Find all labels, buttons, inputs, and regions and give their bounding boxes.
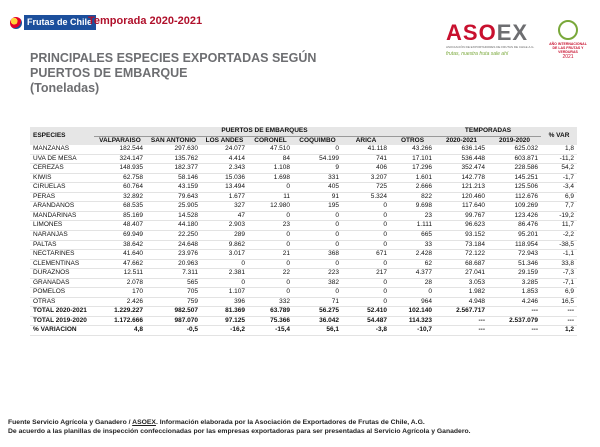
title-line-2: PUERTOS DE EMBARQUE	[30, 66, 188, 80]
value-cell: 228.586	[514, 164, 539, 172]
column-header: LOS ANDES	[201, 136, 248, 145]
asoex-tagline: frutas, nuestra fruta sale ahí	[446, 51, 509, 57]
value-cell: 68.535	[123, 202, 143, 210]
row-label-cell: OTRAS	[33, 297, 56, 305]
value-cell: 62.758	[123, 173, 143, 181]
value-cell: 5.324	[370, 192, 387, 200]
table-row	[30, 278, 577, 288]
value-cell: 75.366	[270, 316, 290, 324]
value-cell: 603.871	[514, 154, 539, 162]
value-cell: 625.032	[514, 145, 539, 153]
column-header: OTROS	[390, 136, 435, 145]
value-cell: -19,2	[559, 211, 575, 219]
value-cell: ---	[531, 307, 539, 315]
value-cell: 1.172.666	[114, 316, 143, 324]
value-cell: 170	[132, 288, 143, 296]
value-cell: 1.982	[468, 288, 485, 296]
value-cell: 63.789	[270, 307, 290, 315]
value-cell: 79.643	[178, 192, 198, 200]
value-cell: 29.159	[518, 269, 539, 277]
value-cell: 1,2	[564, 326, 575, 334]
value-cell: 15.036	[225, 173, 245, 181]
value-cell: 142.778	[461, 173, 485, 181]
footer-source: Fuente Servicio Agrícola y Ganadero /	[8, 419, 133, 426]
value-cell: 148.935	[119, 164, 143, 172]
value-cell: -15,4	[275, 326, 290, 334]
value-cell: 25.905	[178, 202, 198, 210]
value-cell: 4.246	[521, 297, 539, 305]
value-cell: 12.511	[123, 269, 143, 277]
value-cell: 135.762	[174, 154, 198, 162]
header-row-columns	[30, 136, 577, 145]
table-body	[30, 145, 577, 335]
variation-row	[30, 326, 577, 336]
value-cell: 12.980	[270, 202, 290, 210]
value-cell: 69.949	[123, 231, 143, 239]
seasons-group-header: TEMPORADAS	[435, 127, 541, 136]
brand-name: Frutas de Chile	[24, 15, 96, 30]
table-row	[30, 297, 577, 307]
row-label-cell: CLEMENTINAS	[33, 259, 80, 267]
value-cell: 636.145	[461, 145, 485, 153]
value-cell: 3.285	[521, 278, 539, 286]
table-row	[30, 240, 577, 250]
table-row	[30, 288, 577, 298]
row-label-cell: MANZANAS	[33, 145, 70, 153]
value-cell: 987.070	[174, 316, 198, 324]
value-cell: 1.111	[416, 221, 432, 229]
value-cell: -3,4	[562, 183, 575, 191]
value-cell: 20.963	[178, 259, 198, 267]
var-header: % VAR	[541, 127, 577, 145]
value-cell: 671	[376, 250, 387, 258]
table-row	[30, 259, 577, 269]
value-cell: 41.640	[123, 250, 143, 258]
value-cell: 23.976	[178, 250, 198, 258]
row-label-cell: PALTAS	[33, 240, 57, 248]
row-label-cell: KIWIS	[33, 173, 52, 181]
row-label-cell: DURAZNOS	[33, 269, 70, 277]
value-cell: 21	[282, 250, 290, 258]
footer-note	[8, 418, 471, 436]
value-cell: 73.184	[465, 240, 485, 248]
value-cell: 6,9	[564, 288, 575, 296]
year-fruits-vegetables-logo	[548, 20, 588, 60]
value-cell: ---	[531, 326, 539, 334]
value-cell: 2.426	[126, 297, 143, 305]
value-cell: 0	[383, 202, 387, 210]
table-row	[30, 211, 577, 221]
value-cell: 72.943	[518, 250, 539, 258]
column-header: VALPARAISO	[94, 136, 146, 145]
column-header: COQUIMBO	[293, 136, 342, 145]
value-cell: 405	[328, 183, 339, 191]
value-cell: 4.948	[468, 297, 485, 305]
value-cell: 9.698	[415, 202, 432, 210]
row-label-cell: CIRUELAS	[33, 183, 66, 191]
season-label: Temporada 2020-2021	[88, 15, 203, 27]
asoex-logo	[446, 22, 536, 57]
value-cell: 3.207	[370, 173, 387, 181]
value-cell: 0	[383, 288, 387, 296]
value-cell: 2.567.717	[456, 307, 485, 315]
value-cell: 32.892	[123, 192, 143, 200]
column-header: SAN ANTONIO	[146, 136, 201, 145]
page-title	[30, 51, 410, 96]
value-cell: 93.152	[465, 231, 485, 239]
value-cell: 0	[286, 259, 290, 267]
value-cell: 36.042	[319, 316, 339, 324]
value-cell: 352.474	[461, 164, 485, 172]
value-cell: 118.954	[515, 240, 539, 248]
title-line-1: PRINCIPALES ESPECIES EXPORTADAS SEGÚN	[30, 51, 317, 65]
value-cell: -7,3	[562, 269, 575, 277]
footer-info: . Información elaborada por la Asociación de Exportadores de Frutas de Chile, A.G.	[155, 419, 425, 426]
row-label-cell: LIMONES	[33, 221, 63, 229]
value-cell: 24.648	[178, 240, 198, 248]
value-cell: 1.698	[273, 173, 290, 181]
row-label-cell: MANDARINAS	[33, 211, 77, 219]
value-cell: 81.369	[225, 307, 245, 315]
value-cell: 11,7	[561, 221, 575, 229]
value-cell: 96.623	[465, 221, 485, 229]
value-cell: 54.487	[367, 316, 387, 324]
value-cell: 0	[383, 297, 387, 305]
value-cell: 0	[383, 231, 387, 239]
frutas-de-chile-logo	[10, 15, 96, 30]
value-cell: 741	[376, 154, 387, 162]
value-cell: 13.494	[225, 183, 245, 191]
footer-line-1	[8, 418, 471, 427]
column-header: 2020-2021	[435, 136, 488, 145]
value-cell: 43.159	[178, 183, 198, 191]
value-cell: 1.107	[228, 288, 245, 296]
asoex-wordmark: ASOEX	[446, 20, 529, 45]
value-cell: 964	[421, 297, 432, 305]
value-cell: 2.343	[228, 164, 245, 172]
table-row	[30, 154, 577, 164]
value-cell: 1.108	[273, 164, 290, 172]
value-cell: -1,1	[562, 250, 575, 258]
value-cell: 0	[241, 259, 245, 267]
value-cell: -16,2	[230, 326, 245, 334]
value-cell: ---	[567, 316, 575, 324]
value-cell: -10,7	[417, 326, 432, 334]
row-label-cell: TOTAL 2020-2021	[33, 307, 87, 315]
value-cell: 71	[331, 297, 339, 305]
value-cell: 1.853	[521, 288, 539, 296]
year-logo-year: 2021	[562, 54, 574, 60]
footer-asoex: ASOEX	[132, 419, 156, 426]
value-cell: 0	[286, 240, 290, 248]
value-cell: 759	[187, 297, 198, 305]
value-cell: 24.077	[225, 145, 245, 153]
column-header: ARICA	[342, 136, 390, 145]
exports-table	[30, 127, 577, 336]
value-cell: 7.311	[182, 269, 198, 277]
value-cell: 368	[328, 250, 339, 258]
row-label-cell: ARANDANOS	[33, 202, 75, 210]
table-row	[30, 192, 577, 202]
value-cell: 62	[424, 259, 432, 267]
value-cell: 125.506	[514, 183, 539, 191]
value-cell: 0	[383, 259, 387, 267]
value-cell: 102.140	[408, 307, 432, 315]
title-line-3: (Toneladas)	[30, 81, 100, 95]
value-cell: 41.118	[367, 145, 387, 153]
value-cell: 297.630	[174, 145, 198, 153]
table-row	[30, 231, 577, 241]
value-cell: 0	[286, 231, 290, 239]
value-cell: 97.125	[225, 316, 245, 324]
header-row-groups	[30, 127, 577, 136]
value-cell: 112.676	[515, 192, 539, 200]
table-row	[30, 202, 577, 212]
value-cell: 56.275	[319, 307, 339, 315]
value-cell: 982.507	[174, 307, 198, 315]
value-cell: 72.122	[465, 250, 485, 258]
value-cell: 22	[282, 269, 290, 277]
value-cell: 2.428	[415, 250, 432, 258]
value-cell: 195	[328, 202, 339, 210]
value-cell: 109.269	[514, 202, 539, 210]
value-cell: 23	[424, 211, 432, 219]
value-cell: 2.666	[415, 183, 432, 191]
row-label-cell: PERAS	[33, 192, 56, 200]
row-label-cell: POMELOS	[33, 288, 66, 296]
value-cell: 182.544	[119, 145, 143, 153]
row-label-cell: NECTARINES	[33, 250, 75, 258]
table-row	[30, 145, 577, 154]
value-cell: 54.199	[319, 154, 339, 162]
value-cell: -7,1	[562, 278, 575, 286]
value-cell: 0	[335, 221, 339, 229]
value-cell: 565	[187, 278, 198, 286]
value-cell: 4.414	[228, 154, 245, 162]
value-cell: 33	[424, 240, 432, 248]
row-label-cell: CEREZAS	[33, 164, 64, 172]
value-cell: -1,7	[562, 173, 575, 181]
value-cell: 324.147	[119, 154, 143, 162]
value-cell: 2.078	[126, 278, 143, 286]
row-label-cell: GRANADAS	[33, 278, 70, 286]
value-cell: 0	[286, 211, 290, 219]
value-cell: 2.903	[228, 221, 245, 229]
value-cell: 4.377	[415, 269, 432, 277]
value-cell: 0	[286, 183, 290, 191]
value-cell: 9.862	[228, 240, 245, 248]
value-cell: 91	[331, 192, 339, 200]
value-cell: 223	[328, 269, 339, 277]
value-cell: 0	[286, 288, 290, 296]
value-cell: 38.642	[123, 240, 143, 248]
value-cell: 27.041	[465, 269, 485, 277]
asoex-subtitle: ASOCIACIÓN DE EXPORTADORES DE FRUTAS DE CHILE A.G.	[446, 45, 535, 49]
value-cell: 725	[376, 183, 387, 191]
value-cell: 665	[421, 231, 432, 239]
species-header: ESPECIES	[30, 127, 94, 145]
table-row	[30, 173, 577, 183]
column-header: CORONEL	[248, 136, 293, 145]
value-cell: 0	[383, 240, 387, 248]
value-cell: ---	[567, 307, 575, 315]
value-cell: 22.250	[178, 231, 198, 239]
row-label-cell: UVA DE MESA	[33, 154, 77, 162]
value-cell: 47.510	[270, 145, 290, 153]
row-label-cell: NARANJAS	[33, 231, 68, 239]
table-row	[30, 221, 577, 231]
value-cell: 51.346	[518, 259, 539, 267]
value-cell: 289	[234, 231, 245, 239]
value-cell: 182.377	[174, 164, 198, 172]
value-cell: 85.169	[123, 211, 143, 219]
value-cell: 9	[335, 164, 339, 172]
value-cell: 99.767	[465, 211, 485, 219]
footer-line-2: De acuerdo a las planillas de inspección confeccionadas por las empresas exportadoras para ser presentadas al Servicio Agrícola y Ganadero.	[8, 428, 471, 435]
value-cell: 33,8	[561, 259, 575, 267]
value-cell: 1.601	[415, 173, 432, 181]
value-cell: -3,8	[375, 326, 387, 334]
value-cell: 7,7	[564, 202, 575, 210]
exports-table-container	[30, 127, 577, 336]
value-cell: ---	[478, 326, 485, 334]
value-cell: 0	[241, 278, 245, 286]
value-cell: 2.381	[228, 269, 245, 277]
value-cell: 17.296	[412, 164, 432, 172]
value-cell: 14.528	[178, 211, 198, 219]
value-cell: 16,5	[561, 297, 575, 305]
row-label-cell: TOTAL 2019-2020	[33, 316, 87, 324]
value-cell: 705	[187, 288, 198, 296]
value-cell: 43.266	[412, 145, 432, 153]
value-cell: 382	[328, 278, 339, 286]
value-cell: 60.764	[123, 183, 143, 191]
value-cell: 123.426	[514, 211, 539, 219]
value-cell: 0	[335, 211, 339, 219]
value-cell: 0	[335, 231, 339, 239]
value-cell: 48.407	[123, 221, 143, 229]
value-cell: 47.662	[123, 259, 143, 267]
value-cell: 52.410	[367, 307, 387, 315]
value-cell: 0	[428, 288, 432, 296]
value-cell: 84	[282, 154, 290, 162]
table-row	[30, 164, 577, 174]
value-cell: 331	[328, 173, 339, 181]
value-cell: 0	[286, 278, 290, 286]
value-cell: -11,2	[559, 154, 575, 162]
value-cell: 327	[234, 202, 245, 210]
value-cell: -2,2	[562, 231, 575, 239]
value-cell: 536.448	[461, 154, 485, 162]
value-cell: 54,2	[561, 164, 575, 172]
value-cell: 0	[335, 259, 339, 267]
ports-group-header: PUERTOS DE EMBARQUES	[94, 127, 435, 136]
value-cell: 95.201	[518, 231, 539, 239]
value-cell: 117.640	[461, 202, 485, 210]
value-cell: -0,5	[186, 326, 198, 334]
value-cell: 0	[383, 211, 387, 219]
table-row	[30, 250, 577, 260]
value-cell: -38,5	[559, 240, 575, 248]
value-cell: 1.677	[228, 192, 245, 200]
value-cell: 28	[424, 278, 432, 286]
table-row	[30, 269, 577, 279]
value-cell: 11	[283, 192, 290, 200]
chile-fruit-icon	[10, 17, 22, 29]
value-cell: 1,8	[564, 145, 575, 153]
table-row	[30, 183, 577, 193]
total-2019-2020-row	[30, 316, 577, 326]
value-cell: 120.460	[461, 192, 485, 200]
value-cell: 68.687	[465, 259, 485, 267]
column-header: 2019-2020	[488, 136, 541, 145]
value-cell: 17.101	[412, 154, 432, 162]
value-cell: 3.053	[468, 278, 485, 286]
value-cell: 121.213	[461, 183, 485, 191]
value-cell: 47	[237, 211, 245, 219]
value-cell: 0	[383, 278, 387, 286]
value-cell: 2.537.079	[509, 316, 539, 324]
value-cell: 6,9	[564, 192, 575, 200]
value-cell: 0	[383, 221, 387, 229]
value-cell: 58.146	[178, 173, 198, 181]
value-cell: 145.251	[514, 173, 539, 181]
value-cell: 217	[376, 269, 387, 277]
value-cell: 23	[282, 221, 290, 229]
value-cell: 56,1	[326, 326, 339, 334]
value-cell: 0	[335, 240, 339, 248]
value-cell: 44.180	[178, 221, 198, 229]
value-cell: 822	[421, 192, 432, 200]
value-cell: 1.229.227	[114, 307, 143, 315]
value-cell: 332	[279, 297, 290, 305]
row-label-cell: % VARIACIÓN	[33, 326, 77, 334]
value-cell: 406	[376, 164, 387, 172]
value-cell: 0	[335, 145, 339, 153]
value-cell: ---	[478, 316, 485, 324]
value-cell: 0	[335, 288, 339, 296]
value-cell: 114.323	[408, 316, 432, 324]
leaf-icon	[558, 20, 578, 40]
year-logo-text: AÑO INTERNACIONAL DE LAS FRUTAS Y VERDURAS	[549, 42, 587, 54]
value-cell: 4,8	[133, 326, 143, 334]
total-2020-2021-row	[30, 307, 577, 317]
value-cell: 396	[234, 297, 245, 305]
value-cell: 86.476	[518, 221, 539, 229]
value-cell: 3.017	[228, 250, 245, 258]
